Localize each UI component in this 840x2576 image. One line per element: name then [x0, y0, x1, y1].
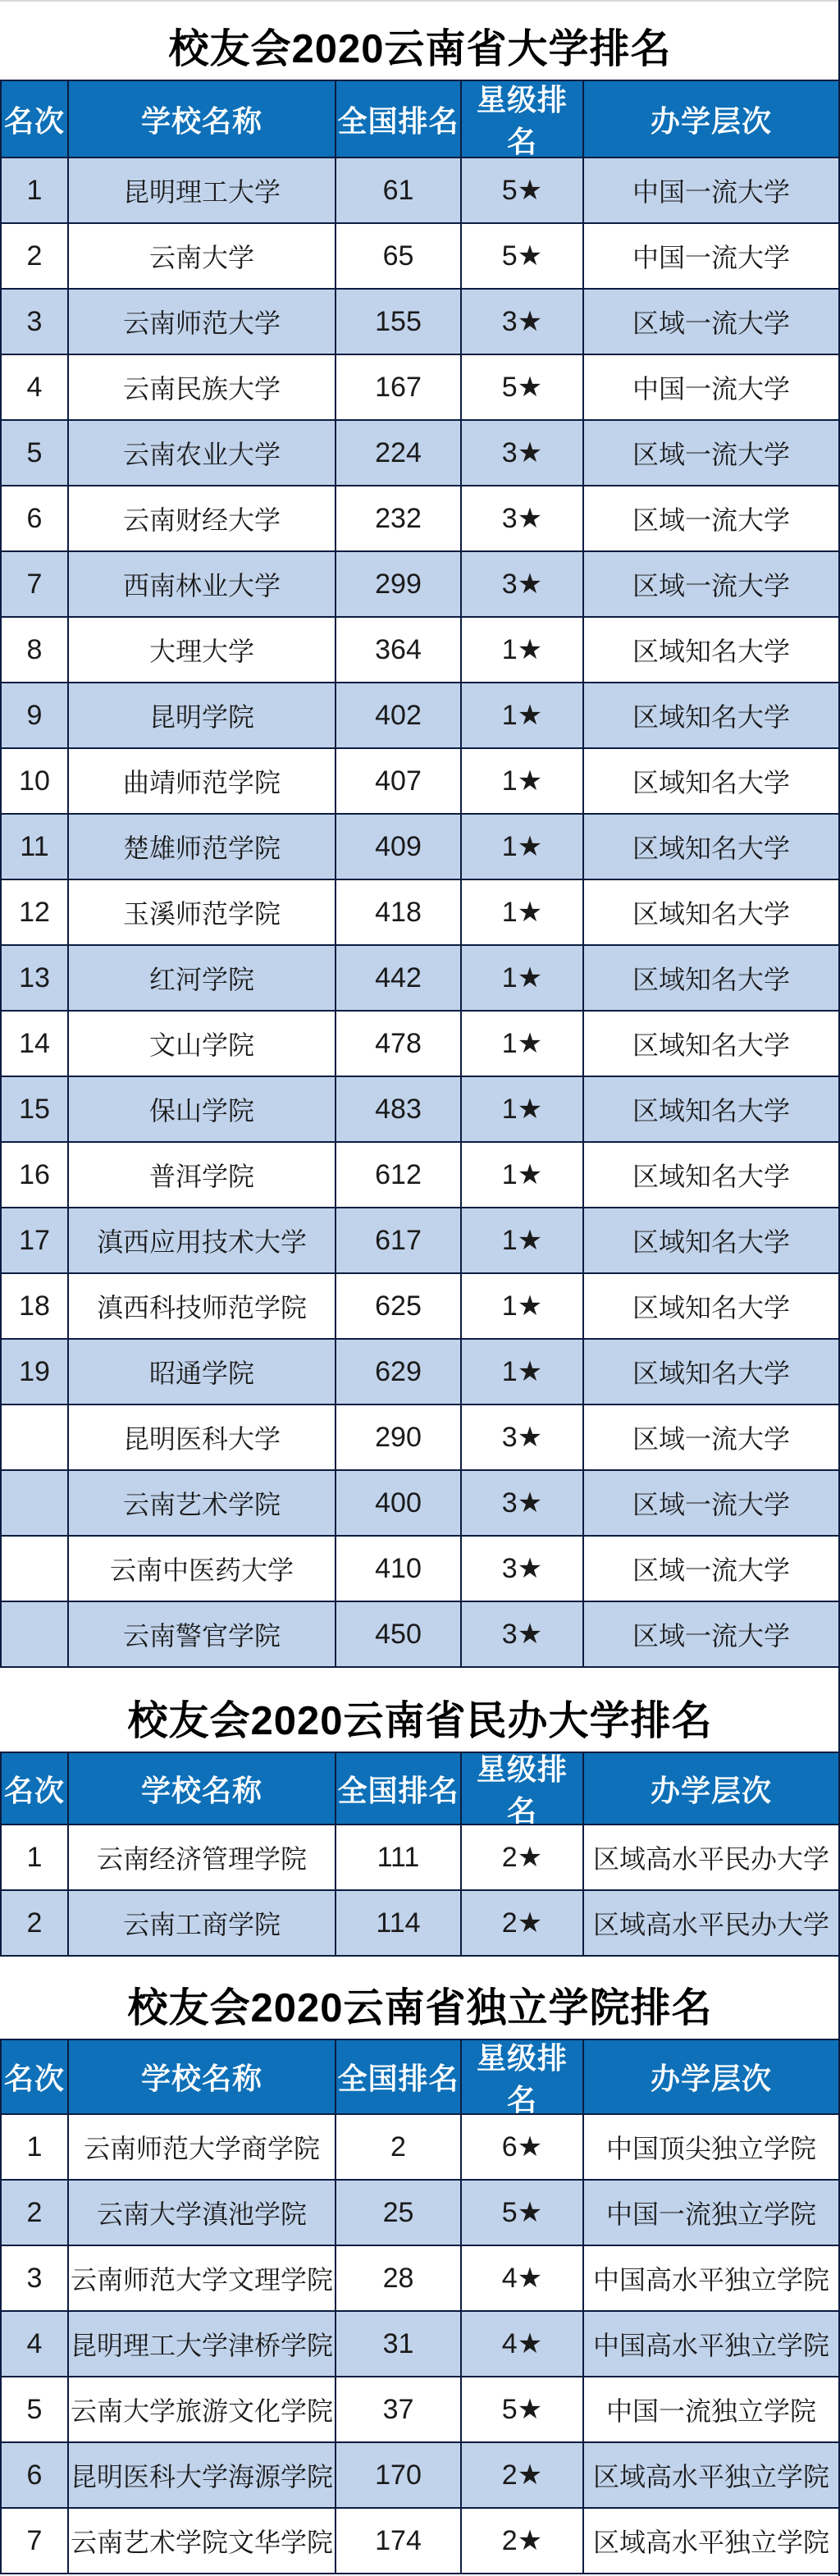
- column-header-rank: 名次: [2, 2040, 69, 2115]
- cell-star-rating: 3★: [462, 1405, 584, 1471]
- column-header-national-rank: 全国排名: [336, 81, 462, 158]
- cell-school-name: 云南民族大学: [69, 355, 336, 421]
- cell-school-name: 大理大学: [69, 618, 336, 683]
- section-title: 校友会2020云南省民办大学排名: [127, 1699, 713, 1743]
- cell-school-name: 玉溪师范学院: [69, 880, 336, 946]
- cell-education-level: 区域一流大学: [584, 486, 840, 552]
- cell-school-name: 云南师范大学: [69, 290, 336, 355]
- cell-star-rating: 2★: [462, 2509, 584, 2574]
- cell-rank: [2, 1471, 69, 1537]
- cell-school-name: 云南经济管理学院: [69, 1825, 336, 1891]
- cell-star-rating: 5★: [462, 2377, 584, 2443]
- section-private-universities: [0, 1668, 840, 1957]
- cell-education-level: 区域高水平独立学院: [584, 2509, 840, 2574]
- cell-star-rating: 3★: [462, 290, 584, 355]
- cell-education-level: 区域一流大学: [584, 552, 840, 618]
- ranking-table: [0, 1752, 840, 1957]
- cell-star-rating: 1★: [462, 1340, 584, 1405]
- cell-education-level: 区域一流大学: [584, 290, 840, 355]
- cell-school-name: 文山学院: [69, 1012, 336, 1077]
- column-header-rank: 名次: [2, 1753, 69, 1825]
- cell-star-rating: 3★: [462, 421, 584, 486]
- cell-rank: 1: [2, 158, 69, 224]
- cell-national-rank: 617: [336, 1208, 462, 1274]
- column-header-rank: 名次: [2, 81, 69, 158]
- cell-school-name: 普洱学院: [69, 1143, 336, 1208]
- cell-star-rating: 1★: [462, 1012, 584, 1077]
- cell-national-rank: 418: [336, 880, 462, 946]
- cell-school-name: 云南艺术学院: [69, 1471, 336, 1537]
- ranking-table: [0, 2039, 840, 2574]
- cell-rank: 8: [2, 618, 69, 683]
- cell-education-level: 中国一流大学: [584, 355, 840, 421]
- cell-school-name: 云南艺术学院文华学院: [69, 2509, 336, 2574]
- cell-rank: 17: [2, 1208, 69, 1274]
- cell-star-rating: 2★: [462, 1825, 584, 1891]
- cell-star-rating: 4★: [462, 2246, 584, 2312]
- cell-national-rank: 450: [336, 1602, 462, 1668]
- cell-school-name: 红河学院: [69, 946, 336, 1012]
- cell-national-rank: 483: [336, 1077, 462, 1143]
- cell-star-rating: 3★: [462, 1471, 584, 1537]
- column-header-school-name: 学校名称: [69, 2040, 336, 2115]
- cell-national-rank: 155: [336, 290, 462, 355]
- cell-rank: [2, 1537, 69, 1602]
- cell-education-level: 区域一流大学: [584, 1405, 840, 1471]
- cell-star-rating: 3★: [462, 486, 584, 552]
- cell-star-rating: 5★: [462, 2181, 584, 2246]
- cell-education-level: 区域知名大学: [584, 1274, 840, 1340]
- cell-star-rating: 5★: [462, 224, 584, 290]
- cell-national-rank: 402: [336, 683, 462, 749]
- cell-star-rating: 1★: [462, 946, 584, 1012]
- cell-rank: 15: [2, 1077, 69, 1143]
- cell-education-level: 区域知名大学: [584, 946, 840, 1012]
- cell-education-level: 区域一流大学: [584, 1471, 840, 1537]
- cell-star-rating: 3★: [462, 1537, 584, 1602]
- cell-star-rating: 3★: [462, 552, 584, 618]
- cell-star-rating: 6★: [462, 2115, 584, 2181]
- cell-rank: 19: [2, 1340, 69, 1405]
- column-header-star-rating: 星级排名: [462, 81, 584, 158]
- column-header-national-rank: 全国排名: [336, 1753, 462, 1825]
- cell-rank: 2: [2, 1891, 69, 1957]
- top-hairline: [0, 0, 840, 2]
- cell-school-name: 云南财经大学: [69, 486, 336, 552]
- cell-national-rank: 114: [336, 1891, 462, 1957]
- cell-rank: 7: [2, 2509, 69, 2574]
- cell-national-rank: 25: [336, 2181, 462, 2246]
- cell-national-rank: 407: [336, 749, 462, 815]
- cell-rank: [2, 1405, 69, 1471]
- cell-national-rank: 625: [336, 1274, 462, 1340]
- cell-school-name: 楚雄师范学院: [69, 815, 336, 880]
- cell-education-level: 区域知名大学: [584, 1143, 840, 1208]
- cell-national-rank: 2: [336, 2115, 462, 2181]
- cell-education-level: 区域知名大学: [584, 618, 840, 683]
- column-header-school-name: 学校名称: [69, 81, 336, 158]
- cell-national-rank: 442: [336, 946, 462, 1012]
- cell-national-rank: 410: [336, 1537, 462, 1602]
- cell-school-name: 云南大学旅游文化学院: [69, 2377, 336, 2443]
- cell-school-name: 滇西科技师范学院: [69, 1274, 336, 1340]
- cell-education-level: 中国一流独立学院: [584, 2181, 840, 2246]
- cell-national-rank: 61: [336, 158, 462, 224]
- cell-school-name: 滇西应用技术大学: [69, 1208, 336, 1274]
- cell-education-level: 区域知名大学: [584, 1077, 840, 1143]
- cell-education-level: 中国一流独立学院: [584, 2377, 840, 2443]
- section-title: 校友会2020云南省独立学院排名: [127, 1986, 713, 2030]
- cell-national-rank: 174: [336, 2509, 462, 2574]
- cell-education-level: 区域知名大学: [584, 880, 840, 946]
- cell-star-rating: 1★: [462, 1077, 584, 1143]
- cell-national-rank: 224: [336, 421, 462, 486]
- cell-rank: 13: [2, 946, 69, 1012]
- cell-school-name: 昆明理工大学: [69, 158, 336, 224]
- cell-education-level: 区域高水平民办大学: [584, 1891, 840, 1957]
- cell-star-rating: 5★: [462, 355, 584, 421]
- cell-national-rank: 612: [336, 1143, 462, 1208]
- cell-education-level: 中国一流大学: [584, 158, 840, 224]
- cell-star-rating: 2★: [462, 2443, 584, 2509]
- cell-education-level: 区域知名大学: [584, 1340, 840, 1405]
- cell-national-rank: 629: [336, 1340, 462, 1405]
- cell-rank: 2: [2, 224, 69, 290]
- cell-star-rating: 1★: [462, 1274, 584, 1340]
- cell-education-level: 中国高水平独立学院: [584, 2246, 840, 2312]
- cell-national-rank: 290: [336, 1405, 462, 1471]
- cell-education-level: 区域一流大学: [584, 1602, 840, 1668]
- cell-rank: 1: [2, 2115, 69, 2181]
- cell-national-rank: 409: [336, 815, 462, 880]
- cell-rank: [2, 1602, 69, 1668]
- cell-rank: 18: [2, 1274, 69, 1340]
- cell-education-level: 区域知名大学: [584, 1208, 840, 1274]
- cell-national-rank: 232: [336, 486, 462, 552]
- cell-education-level: 区域高水平独立学院: [584, 2443, 840, 2509]
- cell-star-rating: 3★: [462, 1602, 584, 1668]
- cell-national-rank: 31: [336, 2312, 462, 2377]
- cell-rank: 2: [2, 2181, 69, 2246]
- cell-school-name: 昆明医科大学海源学院: [69, 2443, 336, 2509]
- column-header-national-rank: 全国排名: [336, 2040, 462, 2115]
- cell-school-name: 云南工商学院: [69, 1891, 336, 1957]
- cell-rank: 7: [2, 552, 69, 618]
- cell-national-rank: 299: [336, 552, 462, 618]
- cell-rank: 6: [2, 486, 69, 552]
- cell-national-rank: 65: [336, 224, 462, 290]
- cell-star-rating: 1★: [462, 1143, 584, 1208]
- cell-school-name: 曲靖师范学院: [69, 749, 336, 815]
- column-header-star-rating: 星级排名: [462, 1753, 584, 1825]
- cell-star-rating: 1★: [462, 618, 584, 683]
- cell-school-name: 西南林业大学: [69, 552, 336, 618]
- cell-school-name: 云南大学滇池学院: [69, 2181, 336, 2246]
- cell-rank: 12: [2, 880, 69, 946]
- cell-rank: 5: [2, 2377, 69, 2443]
- cell-star-rating: 1★: [462, 815, 584, 880]
- cell-education-level: 区域知名大学: [584, 815, 840, 880]
- cell-education-level: 区域一流大学: [584, 421, 840, 486]
- cell-school-name: 昭通学院: [69, 1340, 336, 1405]
- cell-national-rank: 478: [336, 1012, 462, 1077]
- cell-rank: 6: [2, 2443, 69, 2509]
- cell-rank: 4: [2, 2312, 69, 2377]
- column-header-education-level: 办学层次: [584, 2040, 840, 2115]
- cell-national-rank: 170: [336, 2443, 462, 2509]
- cell-star-rating: 4★: [462, 2312, 584, 2377]
- cell-national-rank: 37: [336, 2377, 462, 2443]
- cell-rank: 5: [2, 421, 69, 486]
- cell-school-name: 昆明医科大学: [69, 1405, 336, 1471]
- cell-star-rating: 1★: [462, 880, 584, 946]
- section-independent-colleges: [0, 1957, 840, 2574]
- cell-star-rating: 1★: [462, 749, 584, 815]
- cell-star-rating: 2★: [462, 1891, 584, 1957]
- cell-school-name: 云南师范大学文理学院: [69, 2246, 336, 2312]
- cell-star-rating: 1★: [462, 1208, 584, 1274]
- cell-rank: 3: [2, 290, 69, 355]
- cell-school-name: 保山学院: [69, 1077, 336, 1143]
- cell-national-rank: 400: [336, 1471, 462, 1537]
- column-header-school-name: 学校名称: [69, 1753, 336, 1825]
- cell-rank: 11: [2, 815, 69, 880]
- ranking-table: [0, 80, 840, 1668]
- cell-school-name: 云南大学: [69, 224, 336, 290]
- cell-rank: 3: [2, 2246, 69, 2312]
- cell-school-name: 云南中医药大学: [69, 1537, 336, 1602]
- cell-school-name: 昆明理工大学津桥学院: [69, 2312, 336, 2377]
- cell-school-name: 云南师范大学商学院: [69, 2115, 336, 2181]
- cell-national-rank: 364: [336, 618, 462, 683]
- cell-rank: 9: [2, 683, 69, 749]
- cell-national-rank: 28: [336, 2246, 462, 2312]
- cell-education-level: 区域知名大学: [584, 683, 840, 749]
- cell-education-level: 区域知名大学: [584, 1012, 840, 1077]
- cell-rank: 10: [2, 749, 69, 815]
- cell-national-rank: 167: [336, 355, 462, 421]
- cell-rank: 1: [2, 1825, 69, 1891]
- column-header-education-level: 办学层次: [584, 81, 840, 158]
- cell-school-name: 昆明学院: [69, 683, 336, 749]
- cell-school-name: 云南农业大学: [69, 421, 336, 486]
- cell-rank: 14: [2, 1012, 69, 1077]
- section-title: 校友会2020云南省大学排名: [168, 27, 672, 71]
- cell-school-name: 云南警官学院: [69, 1602, 336, 1668]
- cell-education-level: 中国顶尖独立学院: [584, 2115, 840, 2181]
- cell-star-rating: 1★: [462, 683, 584, 749]
- cell-rank: 4: [2, 355, 69, 421]
- cell-education-level: 区域知名大学: [584, 749, 840, 815]
- cell-national-rank: 111: [336, 1825, 462, 1891]
- cell-education-level: 中国高水平独立学院: [584, 2312, 840, 2377]
- cell-star-rating: 5★: [462, 158, 584, 224]
- cell-education-level: 区域一流大学: [584, 1537, 840, 1602]
- cell-rank: 16: [2, 1143, 69, 1208]
- cell-education-level: 区域高水平民办大学: [584, 1825, 840, 1891]
- column-header-education-level: 办学层次: [584, 1753, 840, 1825]
- column-header-star-rating: 星级排名: [462, 2040, 584, 2115]
- cell-education-level: 中国一流大学: [584, 224, 840, 290]
